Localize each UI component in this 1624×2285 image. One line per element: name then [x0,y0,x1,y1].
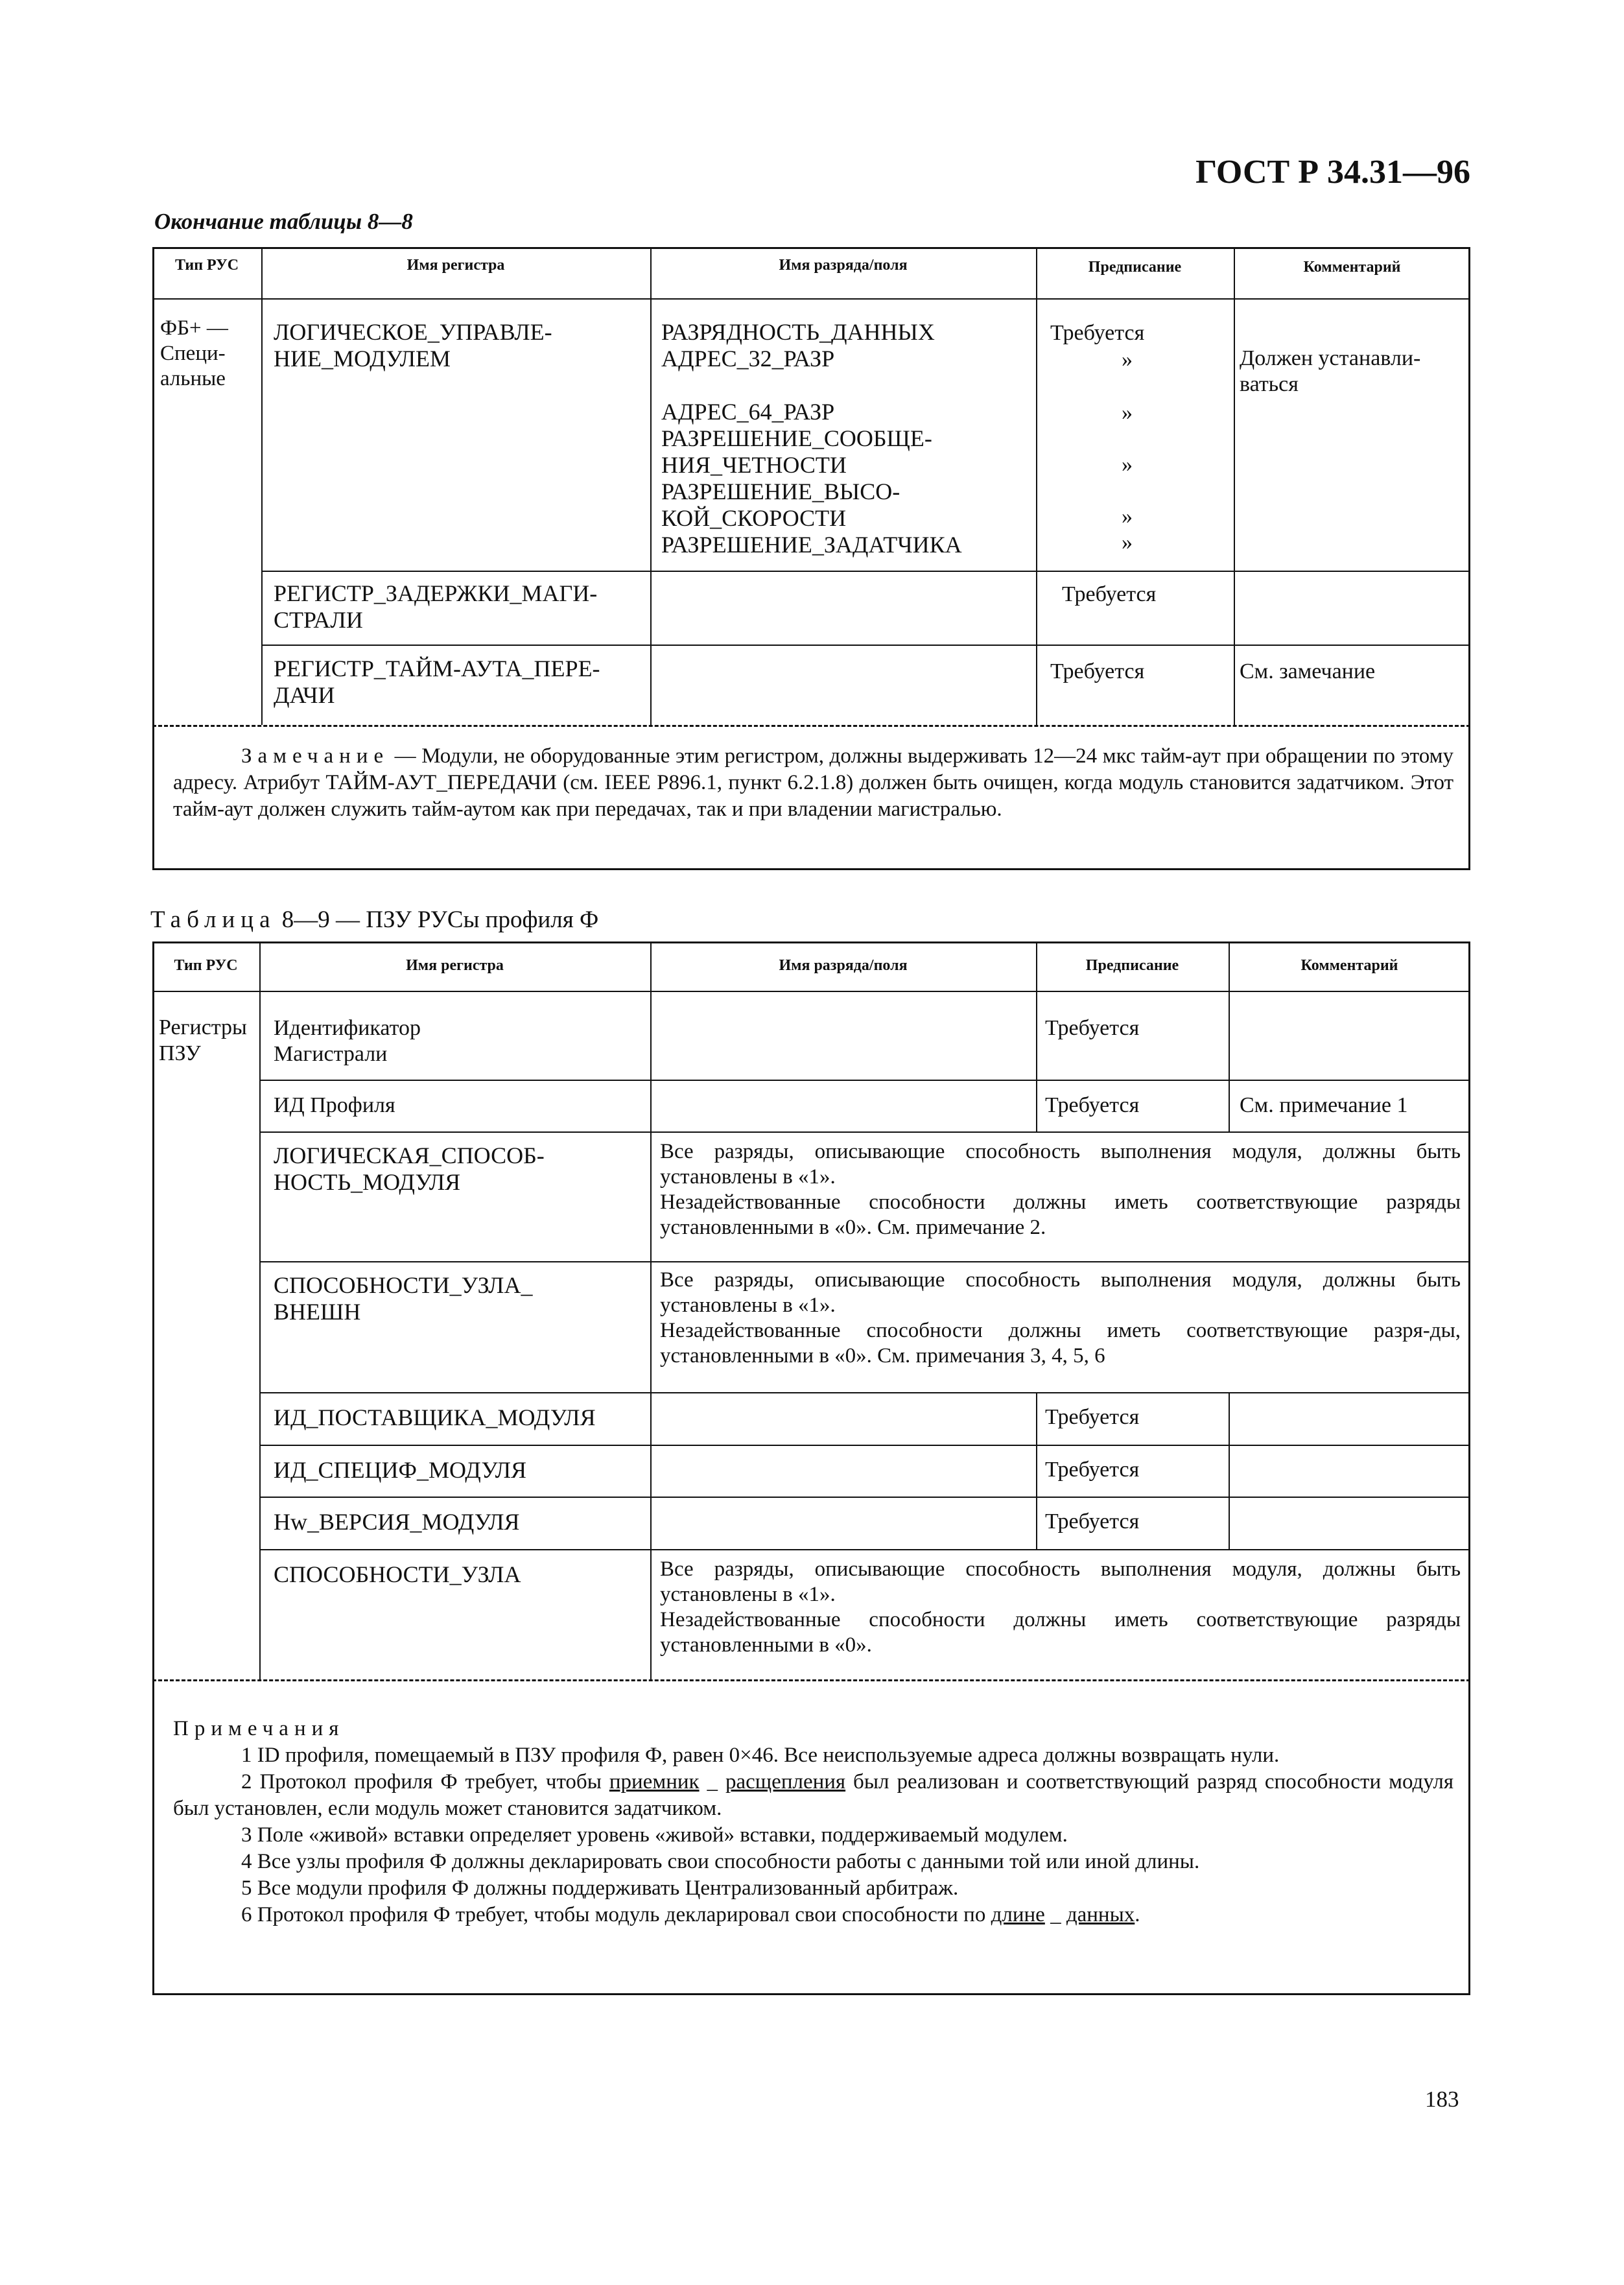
comment-cell: См. замечание [1240,659,1376,683]
prescription-cell: Требуется [1050,659,1145,683]
prescription-cell: Требуется [1045,1458,1140,1482]
type-cell: ФБ+ — Специ- альные [160,316,228,390]
table-caption-label: Таблица [150,906,276,933]
remark-label: Замечание [241,744,390,768]
col-header-type: Тип РУС [174,257,239,274]
col-header-register: Имя регистра [406,957,504,974]
register-cell: ИД_ПОСТАВЩИКА_МОДУЛЯ [274,1404,596,1430]
table-8-8-caption: Окончание таблицы 8—8 [154,209,413,234]
table-8-8-remark [173,743,1453,823]
merged-cell: Все разряды, описывающие способность выполнения модуля, должны быть установлены в «1». Незадействованные способности должны иметь соответствующие разря-ды, установленными в «0». См. примечания 3, 4, 5, 6 [660,1268,1461,1367]
register-cell: РЕГИСТР_ТАЙМ-АУТА_ПЕРЕ- ДАЧИ [274,656,600,708]
notes-title: Примечания [173,1717,345,1740]
col-header-prescription: Предписание [1085,957,1179,974]
prescription-cell: Требуется [1045,1093,1140,1117]
page-number: 183 [1425,2087,1459,2112]
register-cell: ЛОГИЧЕСКОЕ_УПРАВЛЕ- НИЕ_МОДУЛЕМ [274,319,552,372]
note-2: 2 Протокол профиля Ф требует, чтобы приемник _ расщепления был реализован и соответствующий разряд способности модуля был установлен, если модуль может становится задатчиком. [173,1770,1454,1820]
prescription-cell: Требуется [1045,1510,1140,1533]
note-3: 3 Поле «живой» вставки определяет уровень «живой» вставки, поддерживаемый модулем. [241,1823,1068,1847]
merged-cell: Все разряды, описывающие способность выполнения модуля, должны быть установлены в «1». Незадействованные способности должны иметь соответствующие разряды установленными в «0». См. примечание 2. [660,1140,1461,1239]
col-header-comment: Комментарий [1300,957,1398,974]
note-5: 5 Все модули профиля Ф должны поддерживать Централизованный арбитраж. [241,1877,959,1900]
register-cell: СПОСОБНОСТИ_УЗЛА_ ВНЕШН [274,1272,533,1325]
prescription-cell: Требуется [1050,321,1145,345]
register-cell: ЛОГИЧЕСКАЯ_СПОСОБ- НОСТЬ_МОДУЛЯ [274,1142,545,1195]
col-header-prescription: Предписание [1088,259,1182,276]
table-8-9-caption [150,906,598,934]
ditto-mark: » [1122,348,1133,372]
note-4: 4 Все узлы профиля Ф должны декларировать свои способности работы с данными той или иной длины. [241,1850,1200,1873]
register-cell: ИД_СПЕЦИФ_МОДУЛЯ [274,1457,527,1483]
register-cell: Идентификатор Магистрали [274,1016,421,1066]
register-cell: ИД Профиля [274,1093,395,1117]
prescription-cell: Требуется [1062,582,1157,606]
register-cell: РЕГИСТР_ЗАДЕРЖКИ_МАГИ- СТРАЛИ [274,580,598,633]
prescription-cell: Требуется [1045,1405,1140,1429]
ditto-mark: » [1122,453,1133,477]
comment-cell: Должен устанавли- ваться [1240,346,1421,396]
note-1: 1 ID профиля, помещаемый в ПЗУ профиля Ф, равен 0×46. Все неиспользуемые адреса должны возвращать нули. [241,1744,1280,1767]
field-cell: РАЗРЯДНОСТЬ_ДАННЫХ АДРЕС_32_РАЗР АДРЕС_64_РАЗР РАЗРЕШЕНИЕ_СООБЩЕ- НИЯ_ЧЕТНОСТИ РАЗРЕШЕНИЕ_ВЫСО- КОЙ_СКОРОСТИ РАЗРЕШЕНИЕ_ЗАДАТЧИКА [661,319,962,558]
col-header-field: Имя разряда/поля [779,257,908,274]
type-cell: Регистры ПЗУ [159,1015,247,1065]
register-cell: Hw_ВЕРСИЯ_МОДУЛЯ [274,1509,520,1535]
standard-code: ГОСТ Р 34.31—96 [1195,154,1470,191]
table-8-9-notes [173,1716,1453,1928]
col-header-field: Имя разряда/поля [779,957,908,974]
col-header-type: Тип РУС [174,957,238,974]
note-6: 6 Протокол профиля Ф требует, чтобы модуль декларировал свои способности по длине _ данных. [241,1903,1140,1926]
ditto-mark: » [1122,401,1133,425]
prescription-cell: Требуется [1045,1016,1140,1040]
remark-text: — Модули, не оборудованные этим регистром, должны выдерживать 12—24 мкс тайм-аут при обращении по этому адресу. Атрибут ТАЙМ-АУТ_ПЕРЕДАЧИ (см. IEEE P896.1, пункт 6.2.1.8) должен быть очищен, когда модуль становится задатчиком. Этот тайм-аут должен служить тайм-аутом как при передачах, так и при владении магистралью. [173,744,1453,821]
col-header-register: Имя регистра [406,257,505,274]
comment-cell: См. примечание 1 [1240,1093,1408,1117]
merged-cell: Все разряды, описывающие способность выполнения модуля, должны быть установлены в «1». Незадействованные способности должны иметь соответствующие разряды установленными в «0». [660,1557,1461,1657]
register-cell: СПОСОБНОСТИ_УЗЛА [274,1561,521,1587]
ditto-mark: » [1122,504,1133,528]
table-caption-text: 8—9 — ПЗУ РУСы профиля Ф [276,906,599,933]
col-header-comment: Комментарий [1303,259,1401,276]
ditto-mark: » [1122,530,1133,554]
